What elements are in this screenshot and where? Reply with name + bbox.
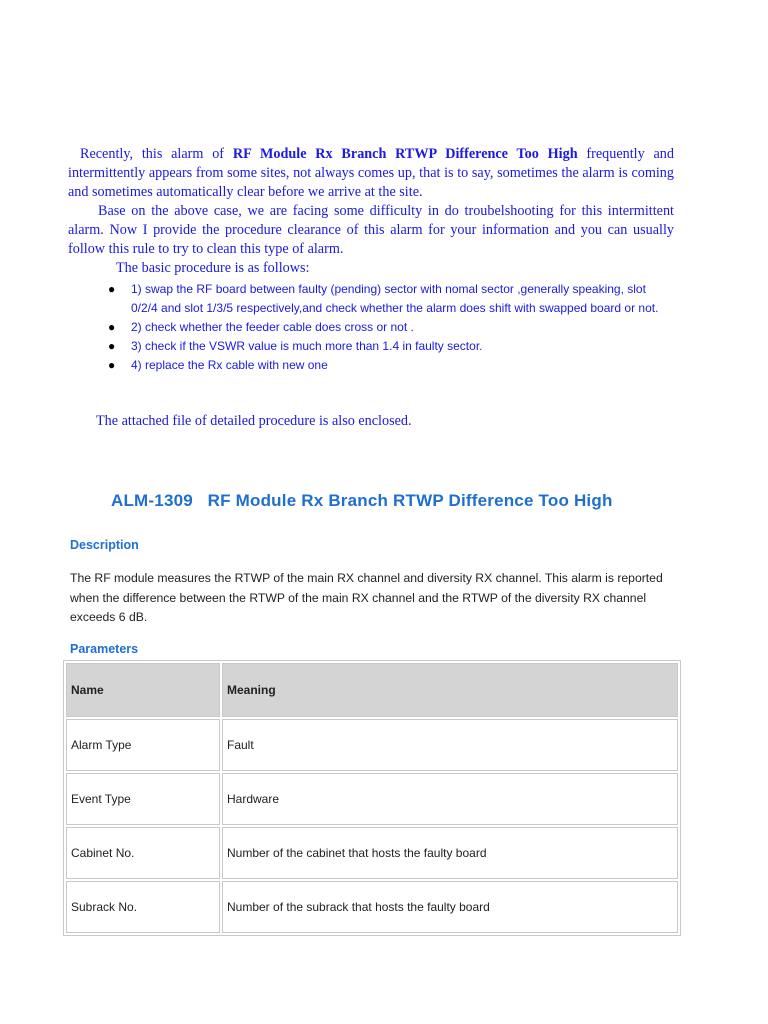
- bullet-icon: ●: [108, 320, 116, 334]
- column-header-name: Name: [66, 663, 220, 717]
- description-text: The RF module measures the RTWP of the main RX channel and diversity RX channel. This alarm is reported when the difference between the RTWP of the main RX channel and the RTWP of the diversity RX channel exceeds 6 dB.: [70, 571, 663, 624]
- bullet-icon: ●: [108, 339, 116, 353]
- intro-paragraph-2: Base on the above case, we are facing some difficulty in do troubelshooting for this intermittent alarm. Now I provide the procedure clearance of this alarm for your information and you can usually follow this rule to try to clean this type of alarm.: [68, 203, 674, 257]
- param-meaning-cell: Number of the subrack that hosts the faulty board: [222, 881, 678, 933]
- alarm-name-highlight: RF Module Rx Branch RTWP Difference Too High: [232, 146, 578, 162]
- bullet-icon: ●: [108, 358, 116, 372]
- list-item: [106, 318, 666, 337]
- step-text: 3) check if the VSWR value is much more than 1.4 in faulty sector.: [131, 339, 483, 353]
- step-text: 2) check whether the feeder cable does cross or not .: [131, 320, 414, 334]
- list-item: [106, 280, 666, 318]
- param-name-cell: Subrack No.: [66, 881, 220, 933]
- intro-paragraph-3: The basic procedure is as follows:: [116, 260, 310, 276]
- enclosed-note: The attached file of detailed procedure is also enclosed.: [96, 413, 412, 429]
- list-item: [106, 337, 666, 356]
- alarm-title: ALM-1309 RF Module Rx Branch RTWP Difference Too High: [111, 491, 613, 510]
- table-row: [66, 719, 678, 771]
- procedure-steps-list: [106, 280, 666, 375]
- intro-section: [68, 145, 674, 278]
- param-meaning-cell: Number of the cabinet that hosts the faulty board: [222, 827, 678, 879]
- table-row: [66, 881, 678, 933]
- param-name-cell: Alarm Type: [66, 719, 220, 771]
- intro-p1-prefix: Recently, this alarm of: [80, 146, 233, 162]
- list-item: [106, 356, 666, 375]
- step-text: 4) replace the Rx cable with new one: [131, 358, 328, 372]
- column-header-meaning: Meaning: [222, 663, 678, 717]
- bullet-icon: ●: [108, 282, 116, 296]
- parameters-heading: Parameters: [70, 642, 139, 656]
- table-row: [66, 773, 678, 825]
- table-header-row: [66, 663, 678, 717]
- intro-paragraph-1: [68, 145, 674, 202]
- param-name-cell: Event Type: [66, 773, 220, 825]
- description-heading: Description: [70, 538, 139, 552]
- param-meaning-cell: Fault: [222, 719, 678, 771]
- param-name-cell: Cabinet No.: [66, 827, 220, 879]
- step-text: 1) swap the RF board between faulty (pending) sector with nomal sector ,generally speaking, slot 0/2/4 and slot 1/3/5 respectively,and check whether the alarm does shift with swapped board or not.: [131, 282, 659, 315]
- param-meaning-cell: Hardware: [222, 773, 678, 825]
- parameters-table: [63, 660, 681, 936]
- table-row: [66, 827, 678, 879]
- intro-p1-suffix: frequently and intermittently appears from some sites, not always comes up, that is to say, sometimes the alarm is coming and sometimes automatically clear before we arrive at the site.: [68, 146, 674, 200]
